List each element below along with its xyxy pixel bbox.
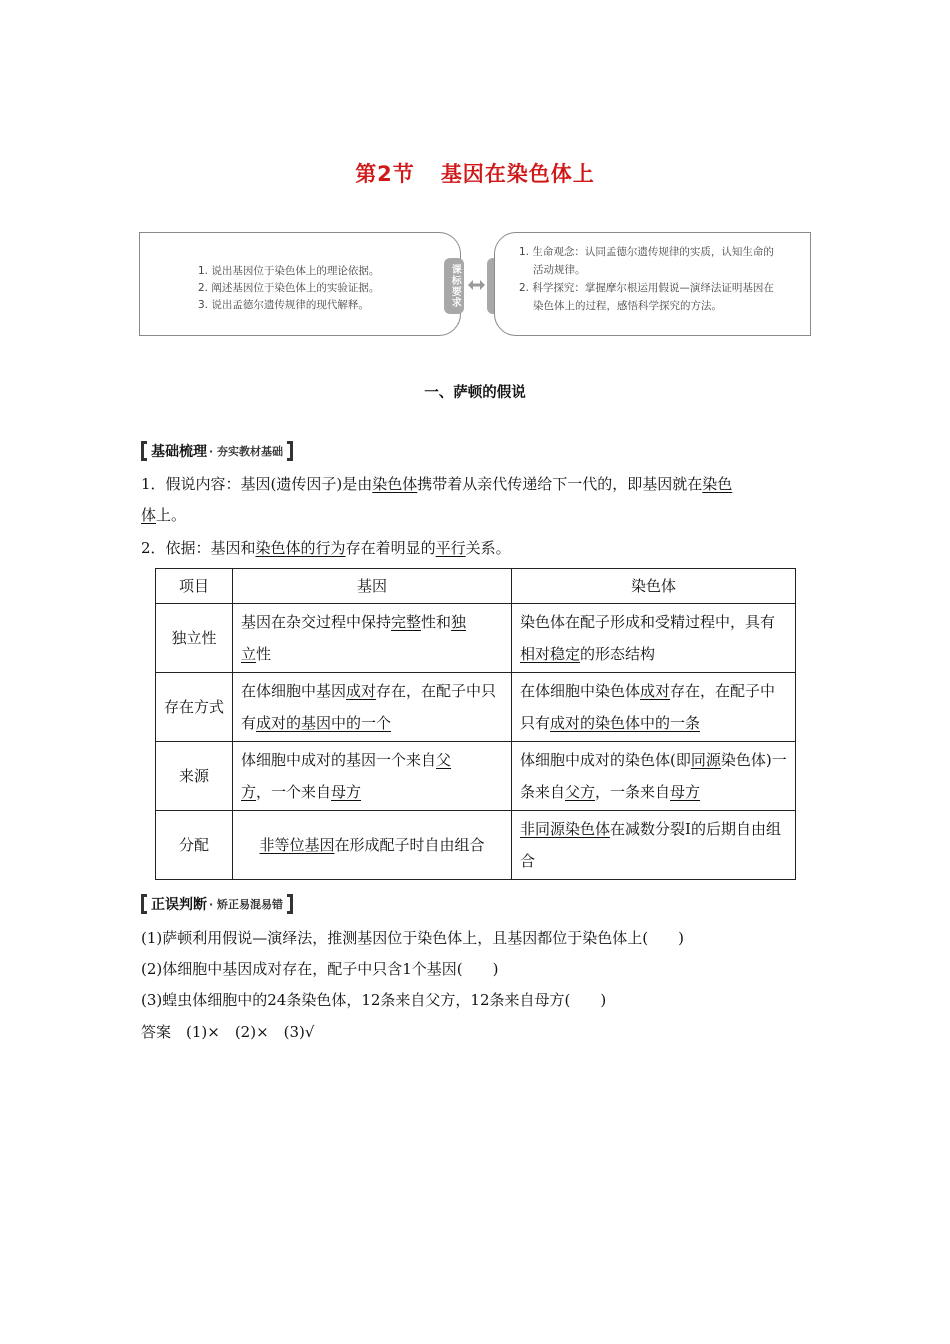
row-label: 分配 — [156, 811, 233, 880]
curriculum-requirements-tag: 课标要求 — [444, 258, 464, 314]
curriculum-item: 3. 说出孟德尔遗传规律的现代解释。 — [198, 299, 369, 311]
table-row — [156, 673, 796, 742]
table-header-row — [156, 569, 796, 604]
curriculum-item: 2. 阐述基因位于染色体上的实验证据。 — [198, 282, 380, 294]
double-arrow-icon — [468, 280, 485, 290]
page-title — [0, 158, 950, 188]
chromosome-cell: 在体细胞中染色体成对存在，在配子中只有成对的染色体中的一条 — [512, 673, 796, 742]
objectives-panel — [139, 232, 811, 338]
basics-label-sub: · 夯实教材基础 — [209, 445, 284, 458]
gene-cell: 体细胞中成对的基因一个来自父 方，一个来自母方 — [233, 742, 512, 811]
table-row — [156, 604, 796, 673]
curriculum-requirements-box — [139, 232, 461, 336]
row-label: 独立性 — [156, 604, 233, 673]
answer-line: 答案 (1)× (2)× (3)√ — [141, 1023, 315, 1041]
chromosome-cell: 染色体在配子形成和受精过程中，具有相对稳定的形态结构 — [512, 604, 796, 673]
judge-item: (2)体细胞中基因成对存在，配子中只含1个基因( ) — [141, 960, 499, 978]
section-number: 第2节 — [355, 162, 415, 186]
gene-cell: 基因在杂交过程中保持完整性和独 立性 — [233, 604, 512, 673]
section-heading: 一、萨顿的假说 — [424, 385, 526, 401]
table-row — [156, 742, 796, 811]
judge-item: (3)蝗虫体细胞中的24条染色体，12条来自父方，12条来自母方( ) — [141, 991, 607, 1009]
row-label: 存在方式 — [156, 673, 233, 742]
literacy-item: 2. 科学探究：掌握摩尔根运用假说—演绎法证明基因在 染色体上的过程，感悟科学探究的方法。 — [519, 282, 774, 312]
table-header: 基因 — [233, 569, 512, 604]
literacy-item: 1. 生命观念：认同孟德尔遗传规律的实质，认知生命的 活动规律。 — [519, 246, 774, 276]
curriculum-requirements-list — [198, 263, 379, 314]
basics-label-main: 基础梳理 — [151, 444, 207, 460]
table-header: 项目 — [156, 569, 233, 604]
chromosome-cell: 体细胞中成对的染色体(即同源染色体)一条来自父方，一条来自母方 — [512, 742, 796, 811]
literacy-requirements-box — [494, 232, 811, 336]
gene-cell: 在体细胞中基因成对存在，在配子中只有成对的基因中的一个 — [233, 673, 512, 742]
judge-label-sub: · 矫正易混易错 — [209, 898, 284, 911]
judge-label-main: 正误判断 — [151, 897, 207, 913]
table-header: 染色体 — [512, 569, 796, 604]
section-title: 基因在染色体上 — [440, 162, 595, 186]
basis-paragraph: 2．依据：基因和染色体的行为存在着明显的平行关系。 — [141, 539, 511, 557]
judge-item: (1)萨顿利用假说—演绎法，推测基因位于染色体上，且基因都位于染色体上( ) — [141, 929, 684, 947]
basics-label — [141, 440, 293, 462]
row-label: 来源 — [156, 742, 233, 811]
curriculum-item: 1. 说出基因位于染色体上的理论依据。 — [198, 265, 380, 277]
gene-cell: 非等位基因在形成配子时自由组合 — [233, 811, 512, 880]
table-row — [156, 811, 796, 880]
literacy-requirements-list — [519, 243, 774, 315]
judge-label — [141, 893, 293, 915]
gene-chromosome-table — [155, 568, 796, 880]
hypothesis-paragraph: 1．假说内容：基因(遗传因子)是由染色体携带着从亲代传递给下一代的，即基因就在染色 体上。 — [141, 475, 733, 524]
chromosome-cell: 非同源染色体在减数分裂Ⅰ的后期自由组合 — [512, 811, 796, 880]
